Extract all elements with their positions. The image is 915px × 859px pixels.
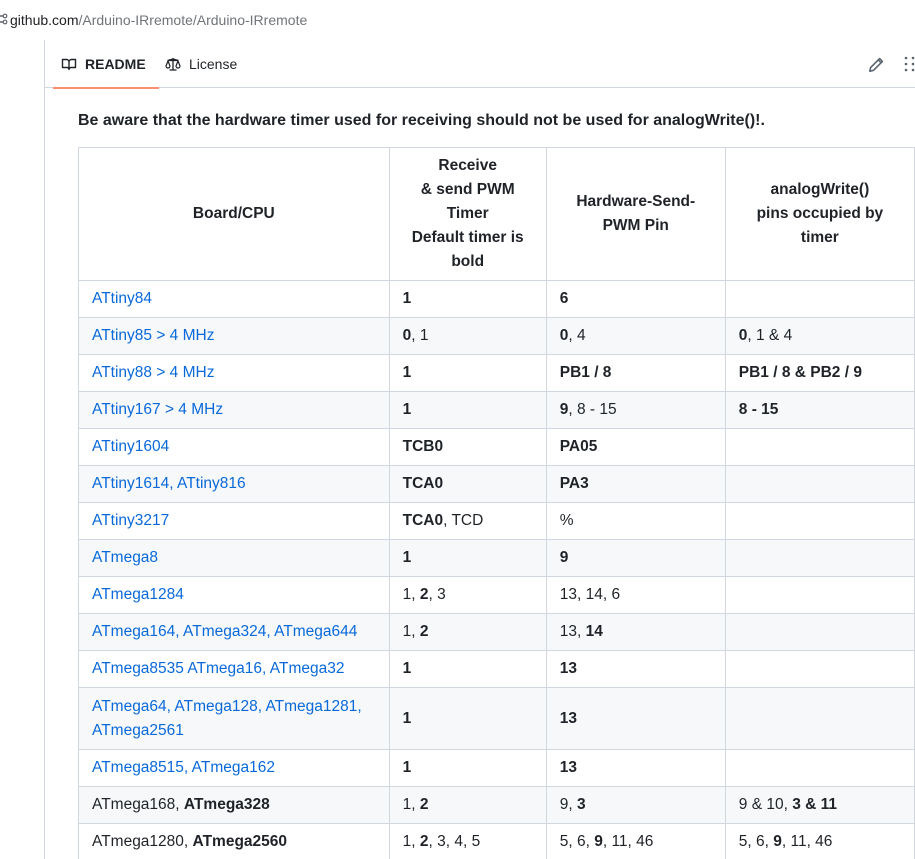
url-path: /Arduino-IRremote/Arduino-IRremote [78, 12, 308, 28]
receive-timer-cell: 1 [389, 688, 546, 750]
send-pin-cell: PA3 [546, 466, 725, 503]
hardware-timer-notice: Be aware that the hardware timer used for receiving should not be used for analogWrite()!. [78, 112, 765, 129]
table-row [79, 750, 915, 787]
send-pin-cell: PA05 [546, 429, 725, 466]
table-row [79, 688, 915, 750]
sidebar-divider [44, 40, 45, 859]
send-pin-cell: 5, 6, 9, 11, 46 [546, 824, 725, 859]
board-timer-table [78, 147, 915, 859]
send-pin-cell: 9, 3 [546, 787, 725, 824]
send-pin-cell: 13 [546, 688, 725, 750]
pencil-icon[interactable] [867, 56, 885, 74]
analogwrite-cell: 0, 1 & 4 [725, 318, 914, 355]
analogwrite-cell: 8 - 15 [725, 392, 914, 429]
readme-tab-bar [45, 40, 915, 88]
receive-timer-cell: 1 [389, 355, 546, 392]
analogwrite-cell [725, 688, 914, 750]
table-row [79, 355, 915, 392]
receive-timer-cell: 1 [389, 750, 546, 787]
send-pin-cell: PB1 / 8 [546, 355, 725, 392]
readme-page [0, 40, 915, 859]
table-row [79, 503, 915, 540]
board-cell: ATmega1280, ATmega2560 [79, 824, 390, 859]
table-row [79, 614, 915, 651]
site-settings-icon[interactable] [0, 13, 8, 25]
analogwrite-cell: PB1 / 8 & PB2 / 9 [725, 355, 914, 392]
header-board-cpu: Board/CPU [79, 148, 390, 281]
tab-license[interactable] [165, 40, 245, 88]
send-pin-cell: 0, 4 [546, 318, 725, 355]
receive-timer-cell: 1, 2, 3, 4, 5 [389, 824, 546, 859]
table-row [79, 429, 915, 466]
receive-timer-cell: TCA0, TCD [389, 503, 546, 540]
board-cell[interactable]: ATtiny167 > 4 MHz [79, 392, 390, 429]
table-header-row [79, 148, 915, 281]
book-icon [61, 56, 77, 72]
analogwrite-cell [725, 429, 914, 466]
kebab-icon[interactable] [903, 54, 915, 74]
board-cell[interactable]: ATtiny85 > 4 MHz [79, 318, 390, 355]
analogwrite-cell: 5, 6, 9, 11, 46 [725, 824, 914, 859]
board-cell[interactable]: ATmega8535 ATmega16, ATmega32 [79, 651, 390, 688]
send-pin-cell: 9, 8 - 15 [546, 392, 725, 429]
send-pin-cell: 13 [546, 750, 725, 787]
analogwrite-cell [725, 577, 914, 614]
analogwrite-cell [725, 540, 914, 577]
board-cell[interactable]: ATmega8 [79, 540, 390, 577]
board-cell: ATmega168, ATmega328 [79, 787, 390, 824]
board-cell[interactable]: ATmega1284 [79, 577, 390, 614]
law-scale-icon [165, 56, 181, 72]
url-host: github.com [10, 12, 79, 28]
table-row [79, 318, 915, 355]
receive-timer-cell: TCA0 [389, 466, 546, 503]
table-row [79, 281, 915, 318]
receive-timer-cell: 1, 2, 3 [389, 577, 546, 614]
analogwrite-cell [725, 281, 914, 318]
send-pin-cell: 6 [546, 281, 725, 318]
tab-readme-label: README [85, 56, 146, 72]
send-pin-cell: 13, 14 [546, 614, 725, 651]
board-cell[interactable]: ATtiny1604 [79, 429, 390, 466]
table-row [79, 540, 915, 577]
receive-timer-cell: 1 [389, 392, 546, 429]
analogwrite-cell [725, 614, 914, 651]
table-row [79, 577, 915, 614]
analogwrite-cell [725, 466, 914, 503]
board-cell[interactable]: ATtiny88 > 4 MHz [79, 355, 390, 392]
receive-timer-cell: 1, 2 [389, 614, 546, 651]
url-text[interactable] [10, 12, 307, 28]
address-bar[interactable] [0, 0, 915, 40]
board-cell[interactable]: ATtiny84 [79, 281, 390, 318]
header-analogwrite-pins: analogWrite() pins occupied by timer [725, 148, 914, 281]
tab-license-label: License [189, 56, 238, 72]
send-pin-cell: 13 [546, 651, 725, 688]
board-cell[interactable]: ATmega64, ATmega128, ATmega1281, ATmega2561 [79, 688, 390, 750]
analogwrite-cell [725, 651, 914, 688]
board-cell[interactable]: ATtiny3217 [79, 503, 390, 540]
table-row [79, 651, 915, 688]
board-cell[interactable]: ATmega164, ATmega324, ATmega644 [79, 614, 390, 651]
board-cell[interactable]: ATtiny1614, ATtiny816 [79, 466, 390, 503]
table-row [79, 787, 915, 824]
analogwrite-cell [725, 503, 914, 540]
table-row [79, 392, 915, 429]
analogwrite-cell: 9 & 10, 3 & 11 [725, 787, 914, 824]
receive-timer-cell: 1 [389, 540, 546, 577]
receive-timer-cell: TCB0 [389, 429, 546, 466]
board-cell[interactable]: ATmega8515, ATmega162 [79, 750, 390, 787]
table-row [79, 466, 915, 503]
tab-readme[interactable] [61, 40, 153, 88]
send-pin-cell: 13, 14, 6 [546, 577, 725, 614]
receive-timer-cell: 1 [389, 281, 546, 318]
analogwrite-cell [725, 750, 914, 787]
receive-timer-cell: 0, 1 [389, 318, 546, 355]
header-receive-timer: Receive & send PWM Timer Default timer is bold [389, 148, 546, 281]
send-pin-cell: 9 [546, 540, 725, 577]
receive-timer-cell: 1 [389, 651, 546, 688]
table-row [79, 824, 915, 859]
receive-timer-cell: 1, 2 [389, 787, 546, 824]
send-pin-cell: % [546, 503, 725, 540]
header-send-pwm-pin: Hardware-Send- PWM Pin [546, 148, 725, 281]
